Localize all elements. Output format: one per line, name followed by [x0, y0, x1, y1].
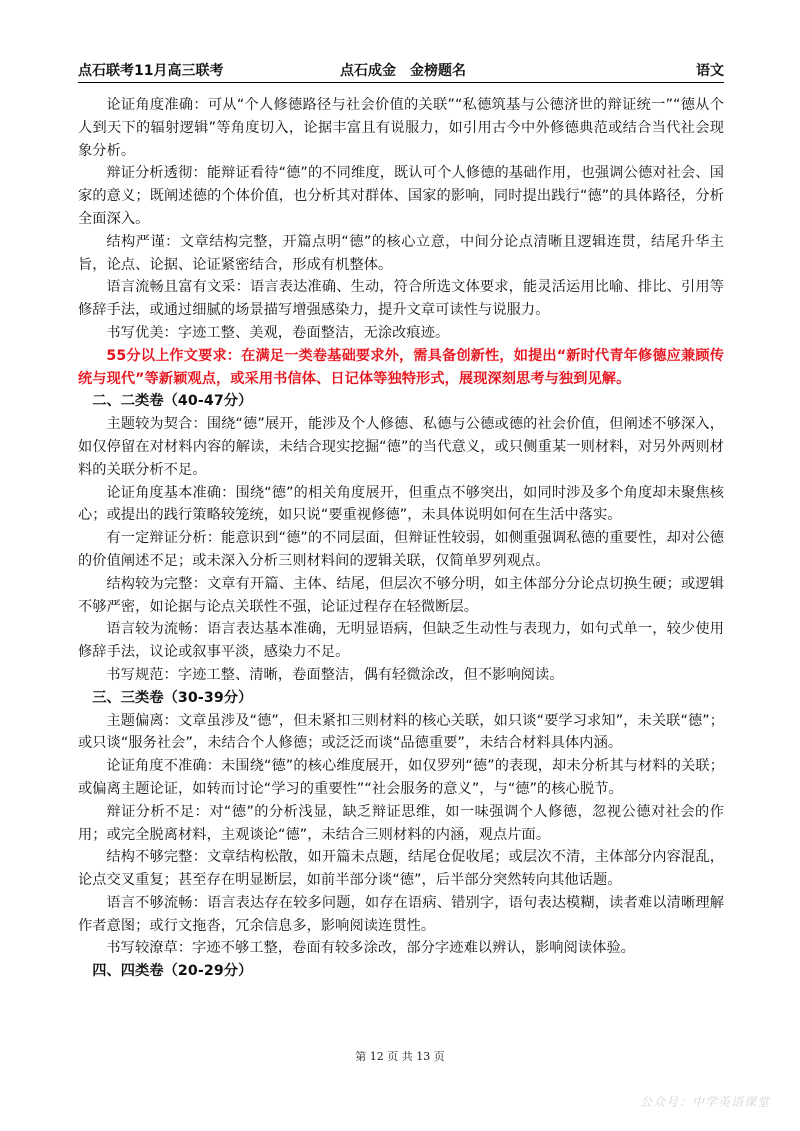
paragraph: 书写较潦草：字迹不够工整，卷面有较多涂改，部分字迹难以辨认，影响阅读体验。 [106, 940, 636, 957]
paragraph: 论证角度准确：可从“个人修德路径与社会价值的关联”“私德筑基与公德济世的辩证统一”“德从个人到天下的辐射逻辑”等角度切入，论据丰富且有说服力，如引用古今中外修德典范或结合当代社会现象分析。 [78, 97, 724, 159]
paragraph: 语言不够流畅：语言表达存在较多问题，如存在语病、错别字，语句表达模糊，读者难以清晰理解作者意图；或行文拖沓，冗余信息多，影响阅读连贯性。 [78, 894, 724, 934]
paragraph: 结构较为完整：文章有开篇、主体、结尾，但层次不够分明，如主体部分分论点切换生硬；或逻辑不够严密，如论据与论点关联性不强，论证过程存在轻微断层。 [78, 575, 724, 615]
header-slogan: 点石成金 金榜题名 [340, 63, 466, 79]
paragraph: 主题较为契合：围绕“德”展开，能涉及个人修德、私德与公德或德的社会价值，但阐述不够深入，如仅停留在对材料内容的解读，未结合现实挖掘“德”的当代意义，或只侧重某一则材料，对另外两则材料的关联分析不足。 [78, 416, 724, 478]
watermark-text: 公众号：中学英语课堂 [639, 1095, 770, 1109]
paragraph: 主题偏离：文章虽涉及“德”，但未紧扣三则材料的核心关联，如只谈“要学习求知”，未关联“德”；或只谈“服务社会”，未结合个人修德；或泛泛而谈“品德重要”，未结合材料具体内涵。 [78, 712, 724, 752]
paragraph: 辩证分析不足：对“德”的分析浅显，缺乏辩证思维，如一味强调个人修德，忽视公德对社会的作用；或完全脱离材料，主观谈论“德”，未结合三则材料的内涵，观点片面。 [78, 803, 724, 843]
paragraph: 有一定辩证分析：能意识到“德”的不同层面，但辩证性较弱，如侧重强调私德的重要性，却对公德的价值阐述不足；或未深入分析三则材料间的逻辑关联，仅简单罗列观点。 [78, 530, 724, 569]
header-divider [78, 82, 724, 83]
paragraph: 结构不够完整：文章结构松散，如开篇未点题，结尾仓促收尾；或层次不清，主体部分内容混乱，论点交叉重复；甚至存在明显断层，如前半部分谈“德”，后半部分突然转向其他话题。 [78, 849, 724, 889]
paragraph: 论证角度不准确：未围绕“德”的核心维度展开，如仅罗列“德”的表现，却未分析其与材料的关联；或偏离主题论证，如转而讨论“学习的重要性”“社会服务的意义”，与“德”的核心脱节。 [78, 758, 724, 797]
header-subject: 语文 [696, 63, 724, 79]
section-heading: 二、二类卷（40-47分） [92, 393, 253, 410]
paragraph: 语言较为流畅：语言表达基本准确，无明显语病，但缺乏生动性与表现力，如句式单一，较少使用修辞手法，议论或叙事平淡，感染力不足。 [78, 621, 724, 661]
paragraph: 辩证分析透彻：能辩证看待“德”的不同维度，既认可个人修德的基础作用，也强调公德对社会、国家的意义；既阐述德的个体价值，也分析其对群体、国家的影响，同时提出践行“德”的具体路径，分析全面深入。 [78, 165, 724, 227]
paragraph: 语言流畅且富有文采：语言表达准确、生动，符合所选文体要求，能灵活运用比喻、排比、引用等修辞手法，或通过细腻的场景描写增强感染力，提升文章可读性与说服力。 [78, 279, 724, 319]
section-heading: 三、三类卷（30-39分） [92, 689, 253, 706]
paragraph: 书写优美：字迹工整、美观，卷面整洁，无涂改痕迹。 [106, 324, 450, 341]
header-exam-name: 点石联考11月高三联考 [78, 63, 224, 79]
page-number: 第 12 页 共 13 页 [355, 1050, 445, 1063]
paragraph: 书写规范：字迹工整、清晰，卷面整洁，偶有轻微涂改，但不影响阅读。 [106, 666, 564, 683]
document-body [78, 94, 724, 983]
page-header [78, 50, 724, 84]
paragraph: 结构严谨：文章结构完整，开篇点明“德”的核心立意，中间分论点清晰且逻辑连贯，结尾升华主旨，论点、论据、论证紧密结合，形成有机整体。 [78, 233, 724, 273]
section-heading: 四、四类卷（20-29分） [92, 963, 253, 980]
paragraph: 论证角度基本准确：围绕“德”的相关角度展开，但重点不够突出，如同时涉及多个角度却未聚焦核心；或提出的践行策略较笼统，如只说“要重视修德”，未具体说明如何在生活中落实。 [78, 484, 724, 524]
highlight-paragraph: 55分以上作文要求：在满足一类卷基础要求外，需具备创新性，如提出“新时代青年修德应兼顾传统与现代”等新颖观点，或采用书信体、日记体等独特形式，展现深刻思考与独到见解。 [78, 347, 724, 387]
